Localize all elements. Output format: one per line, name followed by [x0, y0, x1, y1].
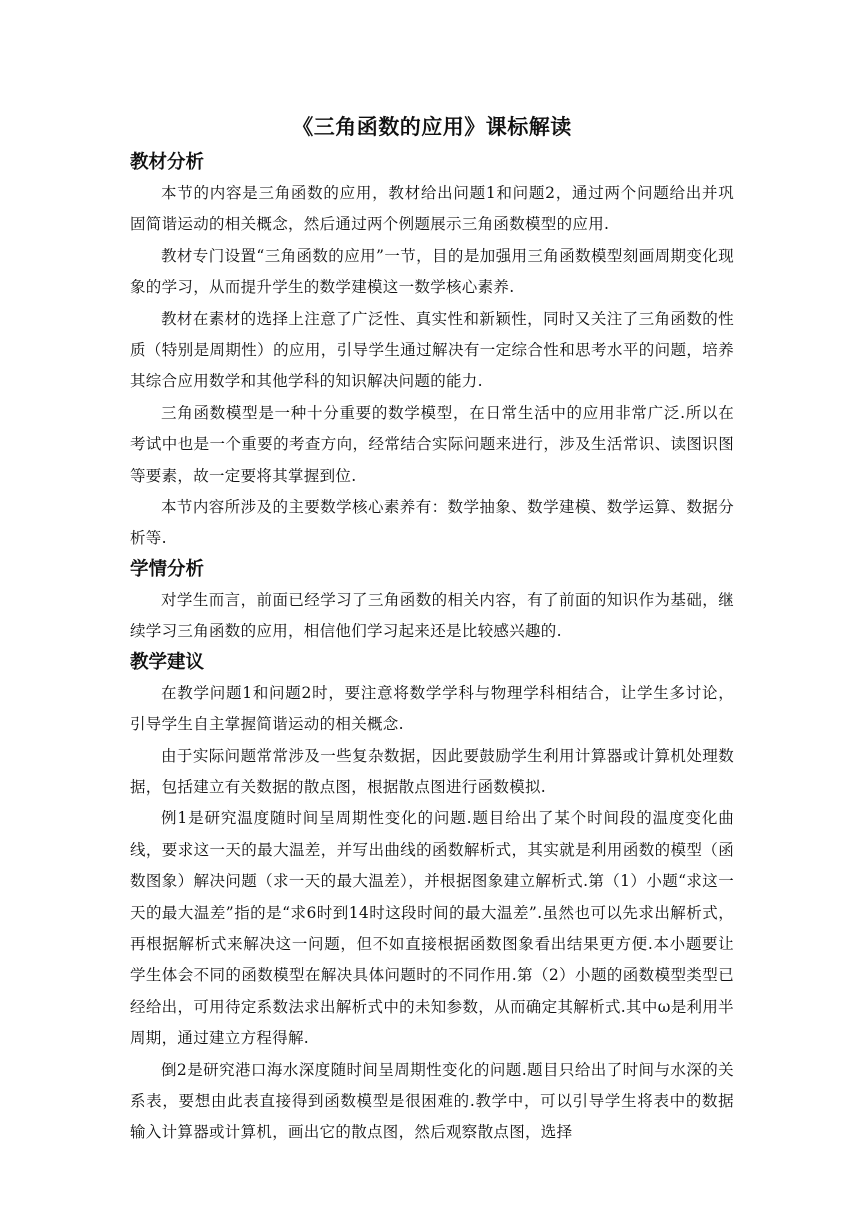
paragraph: 由于实际问题常常涉及一些复杂数据，因此要鼓励学生利用计算器或计算机处理数据，包括建立有关数据的散点图，根据散点图进行函数模拟.: [130, 746, 734, 796]
paragraph: 倒2是研究港口海水深度随时间呈周期性变化的问题.题目只给出了时间与水深的关系表，要想由此表直接得到函数模型是很困难的.教学中，可以引导学生将表中的数据输入计算器或计算机，画出它的散点图，然后观察散点图，选择: [130, 1060, 734, 1142]
paragraph: 本节内容所涉及的主要数学核心素养有：数学抽象、数学建模、数学运算、数据分析等.: [130, 498, 734, 548]
document-title: 《三角函数的应用》课标解读: [292, 115, 572, 139]
paragraph: 例1是研究温度随时间呈周期性变化的问题.题目给出了某个时间段的温度变化曲线，要求这一天的最大温差，并写出曲线的函数解析式，其实就是利用函数的模型（函数图象）解决问题（求一天的最大温差），并根据图象建立解析式.第（1）小题“求这一天的最大温差”指的是“求6时到14时这段时间的最大温差”.虽然也可以先求出解析式，再根据解析式来解决这一问题，但不如直接根据函数图象看出结果更方便.本小题要让学生体会不同的函数模型在解决具体问题时的不同作用.第（2）小题的函数模型类型已经给出，可用待定系数法求出解析式中的未知参数，从而确定其解析式.其中ω是利用半周期，通过建立方程得解.: [130, 809, 734, 1048]
paragraph: 教材在素材的选择上注意了广泛性、真实性和新颖性，同时又关注了三角函数的性质（特别是周期性）的应用，引导学生通过解决有一定综合性和思考水平的问题，培养其综合应用数学和其他学科的知识解决问题的能力.: [130, 309, 734, 391]
section-textbook-analysis: [130, 148, 734, 555]
section-heading: 教学建议: [130, 651, 205, 673]
section-heading: 教材分析: [130, 152, 205, 173]
document-page: [130, 106, 734, 1149]
paragraph: 教材专门设置“三角函数的应用”一节，目的是加强用三角函数模型刻画周期变化现象的学习，从而提升学生的数学建模这一数学核心素养.: [130, 246, 734, 297]
section-student-analysis: [130, 555, 734, 648]
paragraph: 三角函数模型是一种十分重要的数学模型，在日常生活中的应用非常广泛.所以在考试中也是一个重要的考查方向，经常结合实际问题来进行，涉及生活常识、读图识图等要素，故一定要将其掌握到位.: [130, 403, 734, 485]
paragraph: 对学生而言，前面已经学习了三角函数的相关内容，有了前面的知识作为基础，继续学习三角函数的应用，相信他们学习起来还是比较感兴趣的.: [130, 590, 734, 641]
section-heading: 学情分析: [130, 558, 205, 580]
paragraph: 本节的内容是三角函数的应用，教材给出问题1和问题2，通过两个问题给出并巩固简谐运动的相关概念，然后通过两个例题展示三角函数模型的应用.: [130, 184, 734, 234]
section-teaching-suggestions: [130, 648, 734, 1149]
paragraph: 在教学问题1和问题2时，要注意将数学学科与物理学科相结合，让学生多讨论，引导学生自主掌握简谐运动的相关概念.: [130, 683, 734, 734]
